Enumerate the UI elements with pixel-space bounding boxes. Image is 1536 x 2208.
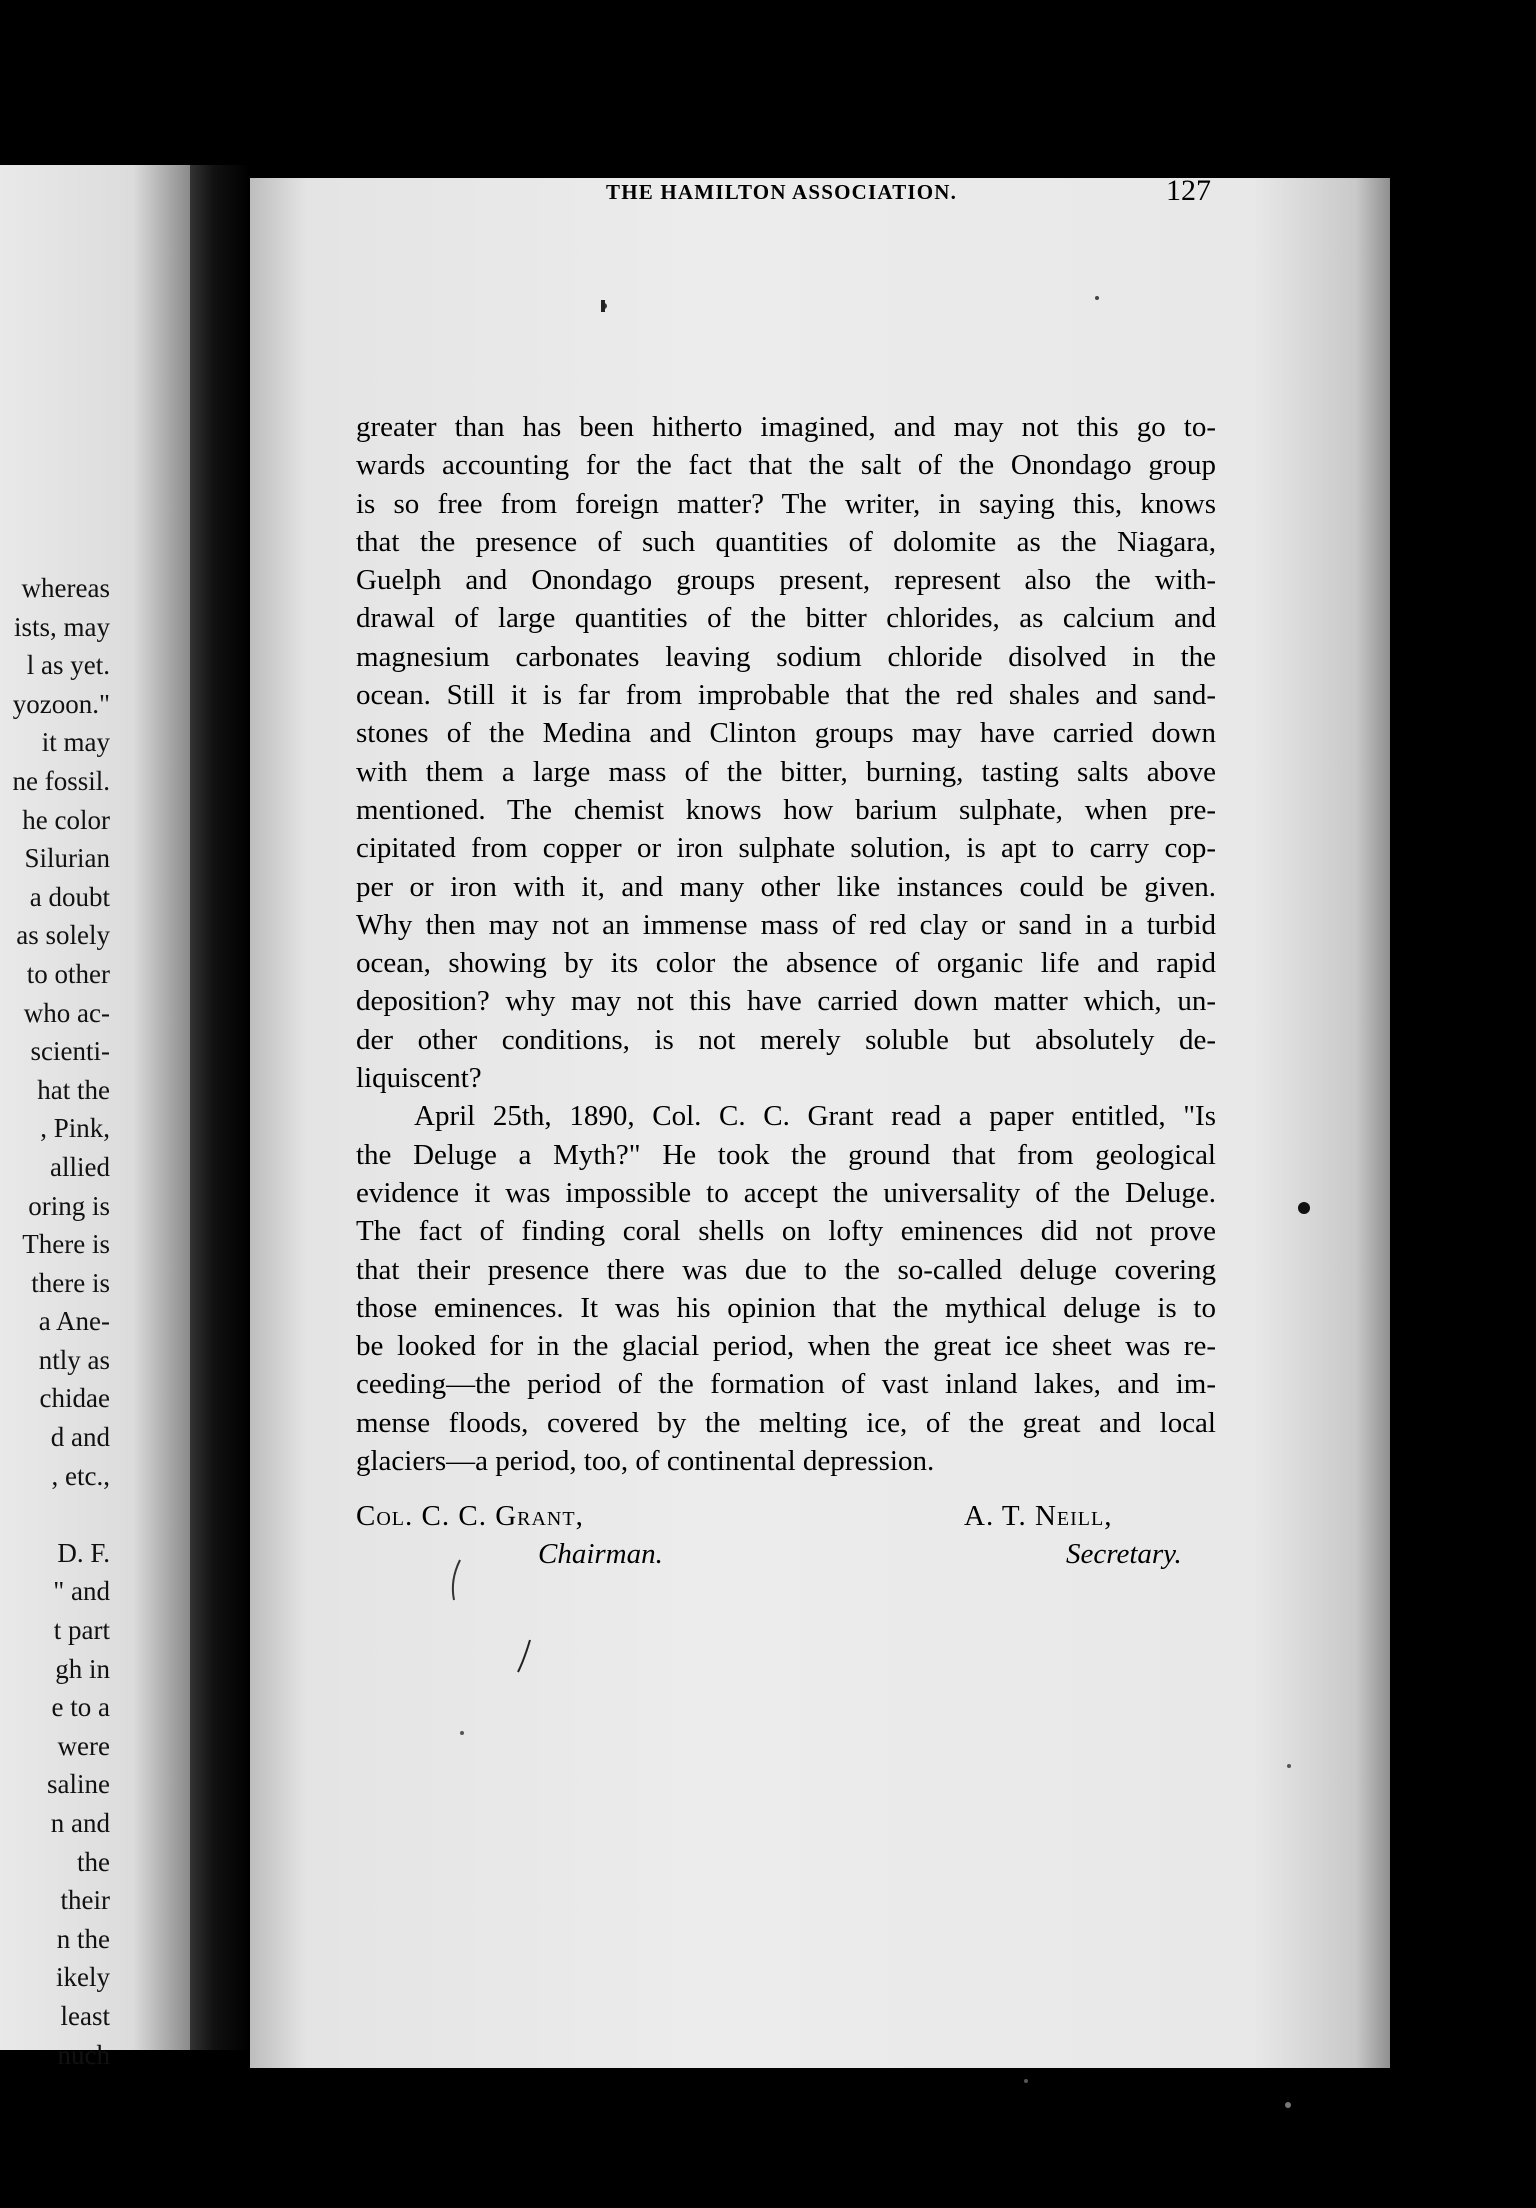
chairman-name: Col. C. C. Grant, (356, 1500, 584, 1532)
page-number: 127 (1166, 174, 1211, 207)
fragment-line (0, 1495, 110, 1534)
text-line: stones of the Medina and Clinton groups may have carried down (356, 717, 1216, 750)
fragment-line: who ac- (23, 997, 110, 1028)
fragment-line: n and (50, 1808, 110, 1838)
text-line: Why then may not an immense mass of red clay or sand in a turbid (356, 908, 1216, 941)
text-line: April 25th, 1890, Col. C. C. Grant read a paper entitled, "Is (414, 1100, 1216, 1133)
text-line: with them a large mass of the bitter, burning, tasting salts above (356, 755, 1216, 788)
fragment-line: a Ane- (38, 1306, 110, 1337)
fragment-line: ists, may (13, 611, 110, 642)
fragment-line: were (57, 1730, 110, 1761)
text-line: ocean, showing by its color the absence of organic life and rapid (356, 947, 1216, 980)
secretary-name: A. T. Neill, (964, 1500, 1113, 1532)
fragment-line: , etc., (51, 1460, 110, 1491)
text-line: that their presence there was due to the so-called deluge covering (356, 1253, 1216, 1286)
fragment-line: There is (22, 1229, 110, 1260)
fragment-line: l as yet. (26, 650, 110, 681)
chairman-title: Chairman. (538, 1538, 663, 1570)
fragment-line: to other (26, 958, 110, 989)
fragment-line: scienti- (30, 1036, 110, 1067)
signature-block (356, 1500, 1226, 1610)
fragment-line: gh in (55, 1653, 110, 1684)
fragment-line: oring is (28, 1190, 110, 1221)
text-line: cipitated from copper or iron sulphate solution, is apt to carry cop- (356, 832, 1216, 865)
fragment-line: their (60, 1885, 110, 1916)
fragment-line: whereas (21, 573, 110, 603)
fragment-line: yozoon." (12, 688, 110, 719)
fragment-line: d and (50, 1422, 110, 1453)
fragment-line: n the (56, 1923, 110, 1954)
fragment-line: hat the (37, 1074, 110, 1105)
previous-page-edge (0, 165, 190, 2070)
text-line: der other conditions, is not merely soluble but absolutely de- (356, 1023, 1216, 1056)
fragment-line: it may (41, 727, 110, 758)
fragment-line: chidae (39, 1383, 110, 1414)
text-line: be looked for in the glacial period, when the great ice sheet was re- (356, 1330, 1216, 1363)
text-line: ceeding—the period of the formation of vast inland lakes, and im- (356, 1368, 1216, 1401)
text-line: those eminences. It was his opinion that the mythical deluge is to (356, 1291, 1216, 1324)
running-head-title: THE HAMILTON ASSOCIATION. (606, 180, 958, 204)
text-line: glaciers—a period, too, of continental depression. (356, 1445, 935, 1478)
text-line: ocean. Still it is far from improbable that the red shales and sand- (356, 679, 1216, 712)
book-gutter (190, 165, 250, 2050)
previous-page-text (0, 569, 110, 2074)
text-line: deposition? why may not this have carried down matter which, un- (356, 985, 1216, 1018)
text-line: that the presence of such quantities of dolomite as the Niagara, (356, 525, 1216, 558)
paragraph-continuation (356, 408, 1216, 1097)
fragment-line: e to a (51, 1692, 110, 1723)
fragment-line: , Pink, (40, 1113, 110, 1144)
fragment-line: Silurian (24, 843, 110, 874)
fragment-line: ntly as (38, 1344, 110, 1375)
fragment-line: t part (53, 1615, 110, 1646)
fragment-line: he color (22, 804, 110, 835)
text-line: mentioned. The chemist knows how barium sulphate, when pre- (356, 793, 1216, 826)
text-line: Guelph and Onondago groups present, represent also the with- (356, 564, 1216, 597)
fragment-line: allied (50, 1151, 110, 1182)
fragment-line: D. F. (57, 1537, 110, 1568)
fragment-line: ne fossil. (12, 765, 110, 796)
paragraph-deluge (356, 1097, 1216, 1480)
fragment-line: a doubt (29, 881, 110, 912)
body-text (356, 408, 1216, 1480)
fragment-line: saline (47, 1769, 110, 1800)
fragment-line: the (77, 1846, 110, 1877)
fragment-line: there is (31, 1267, 110, 1298)
secretary-title: Secretary. (1066, 1538, 1182, 1570)
fragment-line: ikely (56, 1962, 110, 1993)
fragment-line: as solely (16, 920, 110, 951)
text-line: evidence it was impossible to accept the universality of the Deluge. (356, 1176, 1216, 1209)
text-line: The fact of finding coral shells on lofty eminences did not prove (356, 1215, 1216, 1248)
text-line: drawal of large quantities of the bitter chlorides, as calcium and (356, 602, 1216, 635)
text-line: magnesium carbonates leaving sodium chloride disolved in the (356, 640, 1216, 673)
fragment-line: " and (53, 1576, 110, 1607)
text-line: wards accounting for the fact that the salt of the Onondago group (356, 449, 1216, 482)
text-line: per or iron with it, and many other like instances could be given. (356, 870, 1216, 903)
text-line: liquiscent? (356, 1062, 482, 1095)
text-line: the Deluge a Myth?" He took the ground that from geological (356, 1138, 1216, 1171)
fragment-line: least (60, 2000, 110, 2031)
text-line: greater than has been hitherto imagined, and may not this go to- (356, 411, 1216, 443)
text-line: mense floods, covered by the melting ice, of the great and local (356, 1406, 1216, 1439)
fragment-line: nuch (57, 2039, 110, 2070)
text-line: is so free from foreign matter? The writer, in saying this, knows (356, 487, 1216, 520)
